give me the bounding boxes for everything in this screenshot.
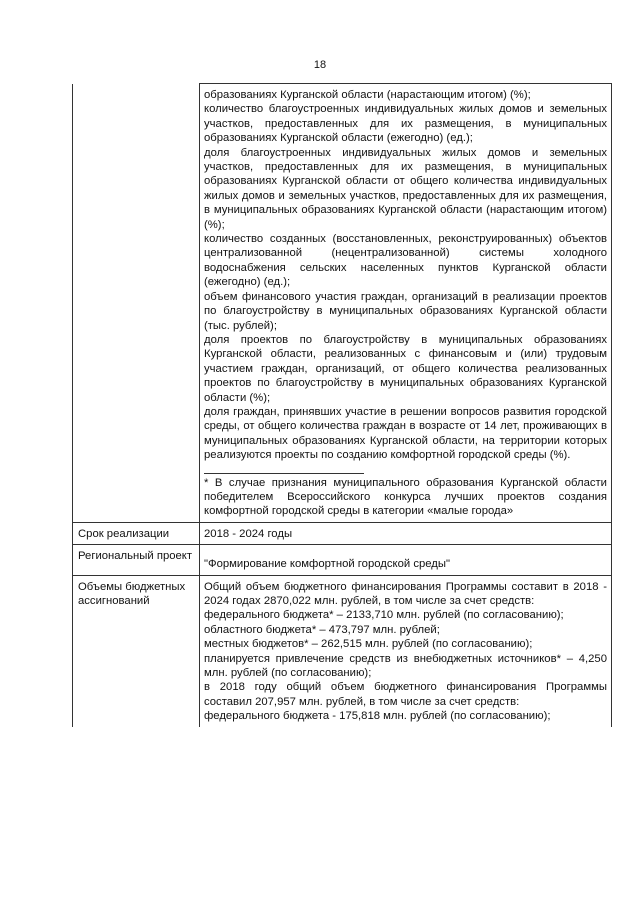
budget-paragraph: Общий объем бюджетного финансирования Программы составит в 2018 - 2024 годах 2870,022 млн. рублей, в том числе за счет средств:: [204, 580, 607, 607]
budget-label: Объемы бюджетных ассигнований: [73, 575, 200, 727]
indicators-cell: [200, 84, 612, 523]
budget-paragraph: областного бюджета* – 473,797 млн. рублей;: [204, 623, 440, 636]
indicator-paragraph: объем финансового участия граждан, организаций в реализации проектов по благоустройству в муниципальных образованиях Курганской области (тыс. рублей);: [204, 290, 607, 332]
page-number: 18: [313, 59, 327, 71]
table-row-term: [73, 522, 612, 544]
budget-paragraph: местных бюджетов* – 262,515 млн. рублей (по согласованию);: [204, 638, 533, 651]
table-row-budget: [73, 575, 612, 727]
budget-paragraph: в 2018 году общий объем бюджетного финансирования Программы составил 207,957 млн. рублей, в том числе за счет средств:: [204, 681, 607, 708]
term-label: Срок реализации: [73, 522, 200, 544]
indicator-paragraph: доля граждан, принявших участие в решении вопросов развития городской среды, от общего количества граждан в возрасте от 14 лет, проживающих в муниципальных образованиях Курганской области, на территории которых реализуются проекты по созданию комфортной городской среды (%).: [204, 405, 607, 462]
passport-table: [72, 83, 612, 727]
footnote-text: * В случае признания муниципального образования Курганской области победителем Всероссийского конкурса лучших проектов создания комфортной городской среды в категории «малые города»: [204, 476, 607, 518]
project-label: Региональный проект: [73, 545, 200, 575]
budget-paragraph: планируется привлечение средств из внебюджетных источников* – 4,250 млн. рублей (по согласованию);: [204, 652, 607, 680]
indicator-paragraph: доля благоустроенных индивидуальных жилых домов и земельных участков, предоставленных для их размещения, в муниципальных образованиях Курганской области от общего количества индивидуальных жилых домов и земельных участков, предоставленных для их размещения, в муниципальных образованиях Курганской области (нарастающим итогом) (%);: [204, 146, 607, 231]
table-row-project: [73, 545, 612, 575]
indicators-label-cell: [73, 84, 200, 523]
indicator-paragraph: количество созданных (восстановленных, реконструированных) объектов централизованной (нецентрализованной) системы холодного водоснабжения сельских населенных пунктов Курганской области (ежегодно) (ед.);: [204, 233, 607, 289]
project-value: "Формирование комфортной городской среды": [200, 545, 612, 575]
footnote-divider: [204, 473, 364, 474]
table-row-indicators: [73, 84, 612, 523]
budget-paragraph: федерального бюджета - 175,818 млн. рублей (по согласованию);: [204, 710, 551, 723]
budget-paragraph: федерального бюджета* – 2133,710 млн. рублей (по согласованию);: [204, 609, 564, 622]
indicator-paragraph: количество благоустроенных индивидуальных жилых домов и земельных участков, предоставленных для их размещения, в муниципальных образованиях Курганской области (ежегодно) (ед.);: [204, 103, 607, 145]
indicator-paragraph: доля проектов по благоустройству в муниципальных образованиях Курганской области, реализованных с финансовым и (или) трудовым участием граждан, организаций, от общего количества реализованных проектов по благоустройству в муниципальных образованиях Курганской области (%);: [204, 333, 607, 404]
budget-cell: [200, 575, 612, 727]
indicator-paragraph: образованиях Курганской области (нарастающим итогом) (%);: [204, 89, 531, 101]
term-value: 2018 - 2024 годы: [200, 522, 612, 544]
